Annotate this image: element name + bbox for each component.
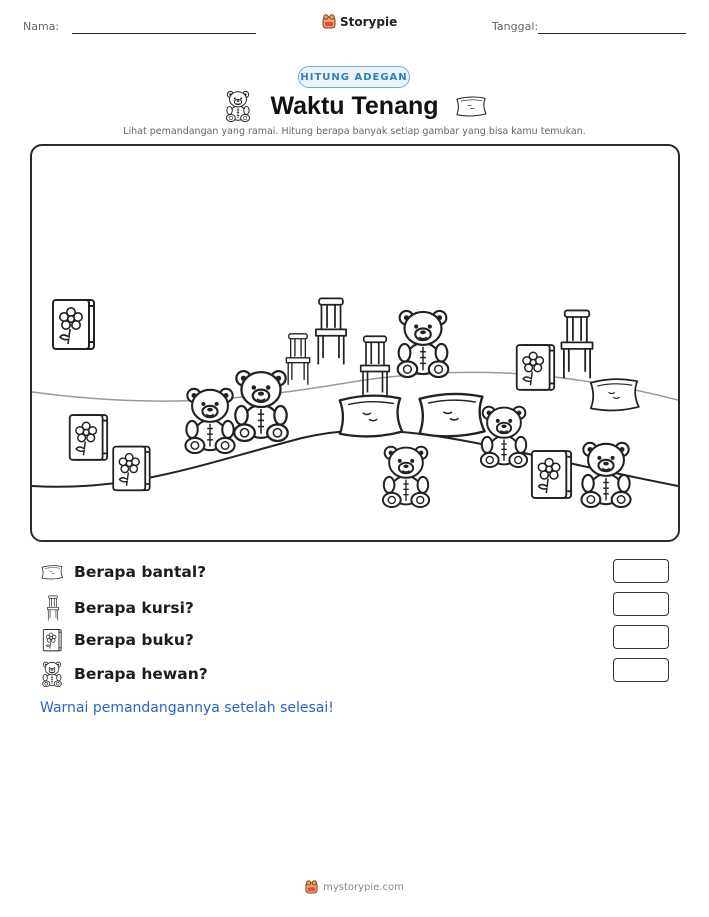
bear-2 (234, 371, 287, 441)
website-url[interactable]: mystorypie.com (323, 881, 404, 893)
bear-3 (398, 311, 449, 377)
scene-illustration (32, 146, 678, 540)
bear-5 (383, 447, 429, 507)
answer-box-chairs[interactable] (613, 592, 669, 616)
name-label: Nama: (23, 20, 60, 33)
question-text: Berapa bantal? (74, 563, 207, 581)
instruction-text: Lihat pemandangan yang ramai. Hitung berapa banyak setiap gambar yang bisa kamu temukan. (123, 126, 586, 137)
chair-4 (561, 310, 592, 378)
name-line[interactable] (72, 33, 256, 34)
brand-logo (322, 14, 397, 29)
storypie-logo-icon (322, 14, 336, 29)
storypie-logo-icon (305, 880, 318, 894)
chair-3 (361, 336, 390, 398)
chair-icon (40, 595, 64, 621)
website-footer (0, 880, 709, 894)
question-books (40, 628, 194, 652)
pillow-3 (591, 379, 639, 410)
pillow-icon (40, 562, 64, 582)
question-text: Berapa hewan? (74, 665, 208, 683)
chair-1 (286, 334, 309, 385)
answer-box-pillows[interactable] (613, 559, 669, 583)
chair-2 (316, 298, 346, 364)
question-pillows (40, 562, 206, 582)
pillow-2 (420, 394, 485, 436)
book-3 (113, 447, 149, 491)
question-chairs (40, 595, 194, 621)
page-title: Waktu Tenang (270, 92, 439, 120)
book-5 (532, 451, 571, 498)
brand-name: Storypie (340, 14, 398, 29)
date-label: Tanggal: (492, 20, 539, 33)
pillow-1 (340, 396, 403, 437)
coloring-note: Warnai pemandangannya setelah selesai! (40, 700, 334, 716)
question-text: Berapa buku? (74, 631, 194, 649)
bear-1 (185, 389, 234, 453)
answer-box-books[interactable] (613, 625, 669, 649)
book-icon (40, 628, 64, 652)
bear-6 (581, 443, 630, 507)
book-4 (517, 345, 554, 390)
question-text: Berapa kursi? (74, 599, 194, 617)
teddy-bear-icon (40, 661, 64, 687)
date-line[interactable] (538, 33, 686, 34)
book-2 (70, 415, 107, 460)
question-animals (40, 661, 208, 687)
book-1 (53, 300, 94, 349)
bear-4 (481, 407, 527, 467)
answer-box-animals[interactable] (613, 658, 669, 682)
activity-badge: HITUNG ADEGAN (298, 66, 410, 88)
pillow-icon (454, 94, 488, 118)
counting-scene (30, 144, 680, 542)
